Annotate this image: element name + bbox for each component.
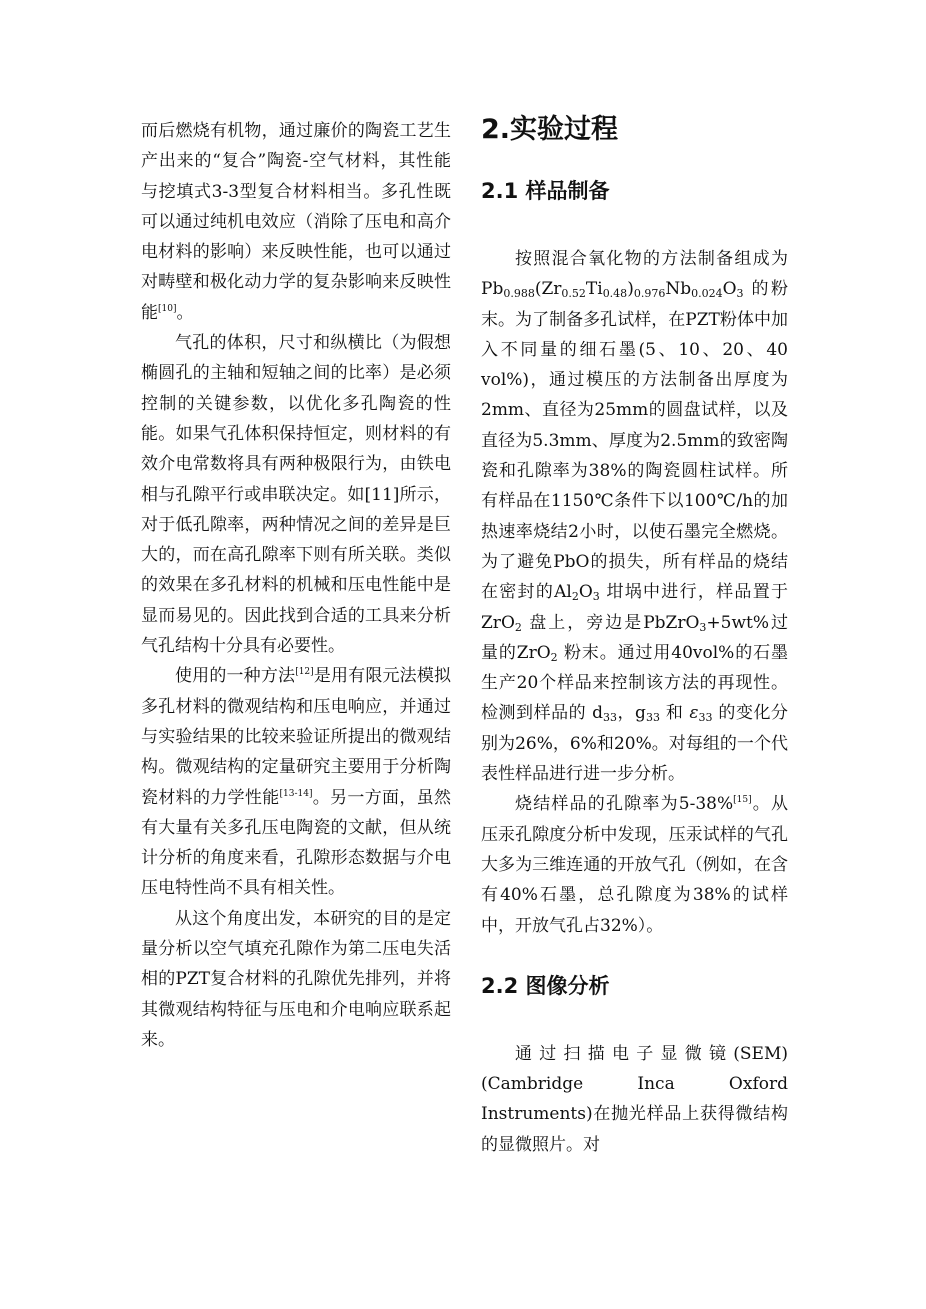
paragraph-text: Nb: [665, 279, 692, 300]
paragraph-text: O: [722, 279, 737, 300]
paragraph-image-analysis: 通过扫描电子显微镜(SEM)(Cambridge Inca Oxford Instruments)在抛光样品上获得微结构的显微照片。对: [481, 1043, 788, 1155]
paragraph-text: 坩埚中进行，样品置于ZrO: [481, 582, 788, 633]
paragraph-pore-parameters: 气孔的体积，尺寸和纵横比（为假想椭圆孔的主轴和短轴之间的比率）是必须控制的关键参数，以优化多孔陶瓷的性能。如果气孔体积保持恒定，则材料的有效介电常数将具有两种极限行为，由铁电相与孔隙平行或串联决定。如[11]所示，对于低孔隙率，两种情况之间的差异是巨大的，而在高孔隙率下则有所关联。类似的效果在多孔材料的机械和压电性能中是显而易见的。因此找到合适的工具来分析气孔结构十分具有必要性。: [141, 333, 451, 657]
paragraph-text: 。另一方面，虽然有大量有关多孔压电陶瓷的文献，但从统计分析的角度来看，孔隙形态数据与介电压电特性尚不具有相关性。: [141, 787, 451, 899]
left-column: [141, 116, 451, 1055]
subscript: 33: [603, 711, 617, 725]
subscript: 3: [592, 590, 600, 604]
subscript: 0.52: [561, 287, 586, 301]
right-column: [481, 116, 788, 1160]
subscript: 3: [736, 287, 744, 301]
paragraph-study-aim: 从这个角度出发，本研究的目的是定量分析以空气填充孔隙作为第二压电失活相的PZT复合材料的孔隙优先排列，并将其微观结构特征与压电和介电响应联系起来。: [141, 908, 451, 1050]
subscript: 2: [514, 620, 522, 634]
paragraph-fem-method: [141, 661, 451, 903]
subscript: 0.976: [633, 287, 666, 301]
paragraph-text: Ti: [585, 279, 603, 300]
paragraph-text: 盘上，旁边是PbZrO: [521, 612, 700, 633]
epsilon-symbol: ε: [689, 703, 699, 724]
paragraph-text: 的变化分别为26%，6%和20%。对每组的一个代表性样品进行进一步分析。: [481, 703, 789, 785]
paragraph-text: 的粉末。为了制备多孔试样，在PZT粉体中加入不同量的细石墨(5、10、20、40 vol%)，通过模压的方法制备出厚度为2mm、直径为25mm的圆盘试样，以及直径为5.3mm、厚度为2.5mm的致密陶瓷和孔隙率为38%的陶瓷圆柱试样。所有样品在1150℃条件下以100℃/h的加热速率烧结2小时，以使石墨完全燃烧。为了避免PbO的损失，所有样品的烧结在密封的Al: [481, 279, 788, 603]
citation-ref: [12]: [295, 667, 314, 678]
paragraph-text: 粉末。通过用40vol%的石墨生产20个样品来控制该方法的再现性。检测到样品的 d: [481, 642, 788, 724]
subscript: 2: [571, 590, 579, 604]
subscript: 33: [645, 711, 660, 725]
paragraph-text: 按照混合氧化物的方法制备组成为 Pb: [481, 249, 788, 300]
paragraph-text: O: [578, 582, 593, 603]
section-heading: 2.实验过程: [481, 114, 619, 145]
subscript: 3: [699, 620, 707, 634]
paragraph-text: 是用有限元法模拟多孔材料的微观结构和压电响应，并通过与实验结果的比较来验证所提出的微观结构。微观结构的定量研究主要用于分析陶瓷材料的力学性能: [141, 666, 452, 808]
subscript: 33: [698, 711, 713, 725]
subscript: 2: [550, 650, 558, 664]
paragraph-text: +5wt%过量的ZrO: [481, 612, 788, 663]
paragraph-end: 。: [176, 302, 194, 323]
subsection-heading-sample-prep: 2.1 样品制备: [481, 179, 610, 203]
paragraph-text: (Zr: [534, 279, 562, 300]
subscript: 0.988: [503, 287, 535, 301]
paragraph-intro-continued: [141, 116, 451, 328]
paragraph-sample-preparation: [481, 244, 788, 789]
paragraph-text: ，g: [617, 703, 646, 724]
subscript: 0.024: [691, 287, 723, 301]
paragraph-text: 而后燃烧有机物，通过廉价的陶瓷工艺生产出来的“复合”陶瓷-空气材料，其性能与挖填式3-3型复合材料相当。多孔性既可以通过纯机电效应（消除了压电和高介电材料的影响）来反映性能，也可以通过对畴壁和极化动力学的复杂影响来反映性能: [141, 121, 451, 323]
subscript: 0.48: [602, 287, 628, 301]
paragraph-porosity: [481, 789, 788, 940]
paragraph-text: 和: [659, 703, 690, 724]
citation-ref: [15]: [733, 795, 752, 806]
subsection-heading-image-analysis: 2.2 图像分析: [481, 973, 610, 998]
citation-ref: [13-14]: [279, 788, 313, 799]
paragraph-text: 。从压汞孔隙度分析中发现，压汞试样的气孔大多为三维连通的开放气孔（例如，在含有40%石墨，总孔隙度为38%的试样中，开放气孔占32%）。: [481, 794, 788, 936]
paragraph-text: ): [627, 279, 634, 300]
citation-ref: [10]: [158, 303, 177, 314]
paragraph-text: 烧结样品的孔隙率为5-38%: [515, 794, 734, 815]
paragraph-text: 使用的一种方法: [175, 666, 296, 687]
